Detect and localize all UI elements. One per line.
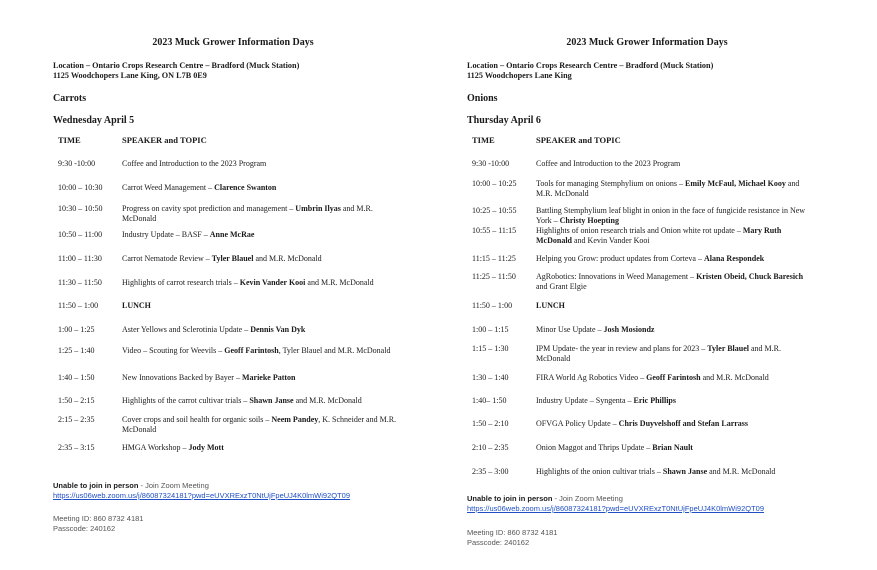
day-heading: Wednesday April 5: [53, 115, 135, 126]
session-description: [122, 415, 400, 434]
session-coauthors: and M.R. McDonald: [536, 179, 800, 198]
session-topic: Helping you Grow: product updates from Corteva –: [536, 254, 704, 263]
session-speaker: Kristen Obeid, Chuck Baresich: [696, 272, 804, 281]
zoom-label: Unable to join in person: [53, 481, 139, 490]
session-topic: Minor Use Update –: [536, 325, 604, 334]
session-speaker: Umbrin Ilyas: [295, 204, 341, 213]
session-topic: Highlights of the onion cultivar trials –: [536, 467, 663, 476]
session-speaker: Geoff Farintosh: [646, 373, 701, 382]
session-description: [122, 278, 400, 288]
session-speaker: Clarence Swanton: [214, 183, 277, 192]
session-speaker: Anne McRae: [209, 230, 255, 239]
session-speaker: Eric Phillips: [633, 396, 676, 405]
session-topic: Carrot Nematode Review –: [122, 254, 212, 263]
session-description: [122, 204, 400, 223]
session-coauthors: , K. Schneider and M.R. McDonald: [122, 415, 397, 434]
session-time: 10:30 – 10:50: [58, 204, 103, 213]
session-topic: FIRA World Ag Robotics Video –: [536, 373, 647, 382]
topic-column-header: SPEAKER and TOPIC: [122, 135, 207, 145]
session-time: 1:30 – 1:40: [472, 373, 509, 382]
session-time: 1:15 – 1:30: [472, 344, 509, 353]
session-description: [536, 325, 814, 335]
time-column-header: TIME: [472, 135, 495, 145]
session-time: 11:00 – 11:30: [58, 254, 102, 263]
session-speaker: Tyler Blauel: [211, 254, 254, 263]
session-description: [536, 373, 814, 383]
session-speaker: Kevin Vander Kooi: [239, 278, 306, 287]
session-description: [122, 254, 400, 264]
session-topic: Industry Update – BASF –: [122, 230, 210, 239]
session-time: 11:50 – 1:00: [58, 301, 99, 310]
passcode: Passcode: 240162: [467, 538, 530, 547]
page-title: 2023 Muck Grower Information Days: [566, 37, 728, 48]
session-description: [536, 344, 814, 363]
session-speaker: Jody Mott: [188, 443, 224, 452]
session-description: [122, 159, 400, 169]
session-coauthors: , Tyler Blauel and M.R. McDonald: [278, 346, 391, 355]
session-description: [122, 230, 400, 240]
session-time: 10:55 – 11:15: [472, 226, 517, 235]
session-topic: HMGA Workshop –: [122, 443, 189, 452]
session-topic: New Innovations Backed by Bayer –: [122, 373, 242, 382]
session-time: 11:50 – 1:00: [472, 301, 513, 310]
session-description: [536, 396, 814, 406]
location-line: Location – Ontario Crops Research Centre – Bradford (Muck Station): [467, 61, 714, 70]
session-description: [536, 467, 814, 477]
session-coauthors: and Kevin Vander Kooi: [572, 235, 650, 245]
session-time: 10:00 – 10:25: [472, 179, 517, 188]
session-speaker: Brian Nault: [652, 443, 693, 452]
zoom-block: [53, 481, 350, 501]
session-speaker: LUNCH: [536, 301, 565, 310]
meeting-info: [467, 528, 557, 548]
time-column-header: TIME: [58, 135, 81, 145]
session-coauthors: and M.R. McDonald: [700, 373, 769, 382]
session-description: [536, 301, 814, 311]
session-description: [122, 325, 400, 335]
session-speaker: Shawn Janse: [662, 467, 708, 476]
session-speaker: LUNCH: [122, 301, 151, 310]
session-description: [122, 396, 400, 406]
session-time: 11:30 – 11:50: [58, 278, 102, 287]
session-time: 10:00 – 10:30: [58, 183, 103, 192]
session-topic: Highlights of onion research trials and Onion white rot update –: [536, 226, 743, 235]
session-description: [536, 206, 814, 225]
session-time: 1:00 – 1:15: [472, 325, 509, 334]
session-topic: IPM Update- the year in review and plans for 2023 –: [536, 344, 708, 353]
session-topic: Battling Stemphylium leaf blight in onion in the face of fungicide resistance in New York –: [536, 206, 806, 225]
session-speaker: Dennis Van Dyk: [250, 325, 306, 334]
session-time: 2:15 – 2:35: [58, 415, 95, 424]
meeting-id: Meeting ID: 860 8732 4181: [467, 528, 558, 537]
zoom-join-text: - Join Zoom Meeting: [552, 494, 623, 503]
zoom-block: [467, 494, 764, 514]
session-time: 10:25 – 10:55: [472, 206, 517, 215]
crop-heading: Onions: [467, 93, 498, 104]
session-description: [536, 272, 814, 291]
session-time: 1:50 – 2:15: [58, 396, 95, 405]
session-description: [536, 443, 814, 453]
passcode: Passcode: 240162: [53, 524, 116, 533]
session-time: 2:35 – 3:15: [58, 443, 95, 452]
session-topic: Progress on cavity spot prediction and management –: [122, 204, 296, 213]
meeting-info: [53, 514, 143, 534]
session-speaker: Alana Respondek: [703, 254, 765, 263]
session-time: 2:10 – 2:35: [472, 443, 509, 452]
session-speaker: Geoff Farintosh: [224, 346, 279, 355]
session-time: 2:35 – 3:00: [472, 467, 509, 476]
session-description: [536, 159, 814, 169]
session-time: 1:50 – 2:10: [472, 419, 509, 428]
session-description: [536, 226, 814, 245]
topic-column-header: SPEAKER and TOPIC: [536, 135, 621, 145]
session-coauthors: and M.R. McDonald: [707, 467, 776, 476]
session-coauthors: and M.R. McDonald: [293, 396, 362, 405]
session-speaker: Shawn Janse: [249, 396, 294, 405]
session-description: [536, 254, 814, 264]
session-description: [122, 346, 400, 356]
session-description: [122, 443, 400, 453]
session-speaker: Emily McFaul, Michael Kooy: [685, 179, 786, 188]
session-coauthors: and M.R. McDonald: [305, 278, 374, 287]
address-line: 1125 Woodchopers Lane King: [467, 71, 572, 80]
session-coauthors: and M.R. McDonald: [536, 344, 781, 363]
session-speaker: Neem Pandey: [271, 415, 319, 424]
session-time: 9:30 -10:00: [472, 159, 510, 168]
session-topic: OFVGA Policy Update –: [536, 419, 619, 428]
location-line: Location – Ontario Crops Research Centre – Bradford (Muck Station): [53, 61, 300, 70]
page-title: 2023 Muck Grower Information Days: [152, 37, 314, 48]
session-speaker: Josh Mosiondz: [603, 325, 655, 334]
session-topic: Onion Maggot and Thrips Update –: [536, 443, 653, 452]
session-time: 10:50 – 11:00: [58, 230, 103, 239]
zoom-link[interactable]: https://us06web.zoom.us/j/86087324181?pwd=eUVXRExzT0NtUjFpeUJ4K0lmWi92QT09: [53, 491, 351, 500]
session-coauthors: and M.R. McDonald: [122, 204, 373, 223]
location-block: [467, 61, 713, 81]
address-line: 1125 Woodchopers Lane King, ON L7B 0E9: [53, 71, 207, 80]
session-time: 9:30 -10:00: [58, 159, 96, 168]
session-description: [536, 179, 814, 198]
session-time: 11:25 – 11:50: [472, 272, 516, 281]
zoom-label: Unable to join in person: [467, 494, 553, 503]
session-topic: Industry Update – Syngenta –: [536, 396, 634, 405]
session-time: 1:00 – 1:25: [58, 325, 95, 334]
day-heading: Thursday April 6: [467, 115, 541, 126]
session-topic: Highlights of the carrot cultivar trials –: [122, 396, 250, 405]
session-speaker: Christy Hoepting: [559, 215, 619, 225]
session-time: 1:25 – 1:40: [58, 346, 95, 355]
session-topic: AgRobotics: Innovations in Weed Management –: [536, 272, 697, 281]
session-description: [536, 419, 814, 429]
session-topic: Tools for managing Stemphylium on onions –: [536, 179, 685, 188]
session-speaker: Chris Duyvelshoff and Stefan Larrass: [618, 419, 749, 428]
session-time: 1:40– 1:50: [472, 396, 507, 405]
session-time: 1:40 – 1:50: [58, 373, 95, 382]
session-coauthors: and M.R. McDonald: [253, 254, 322, 263]
session-topic: Aster Yellows and Sclerotinia Update –: [122, 325, 251, 334]
session-topic: Cover crops and soil health for organic soils –: [122, 415, 272, 424]
session-description: [122, 183, 400, 193]
session-speaker: Marieke Patton: [241, 373, 296, 382]
zoom-join-text: - Join Zoom Meeting: [138, 481, 209, 490]
zoom-link[interactable]: https://us06web.zoom.us/j/86087324181?pwd=eUVXRExzT0NtUjFpeUJ4K0lmWi92QT09: [467, 504, 765, 513]
session-description: [122, 301, 400, 311]
session-speaker: Mary Ruth McDonald: [536, 226, 782, 245]
session-topic: Carrot Weed Management –: [122, 183, 215, 192]
session-topic: Coffee and Introduction to the 2023 Program: [122, 159, 267, 168]
session-coauthors: and Grant Elgie: [536, 281, 587, 291]
session-speaker: Tyler Blauel: [707, 344, 749, 353]
meeting-id: Meeting ID: 860 8732 4181: [53, 514, 144, 523]
crop-heading: Carrots: [53, 93, 87, 104]
location-block: [53, 61, 299, 81]
session-topic: Highlights of carrot research trials –: [122, 278, 240, 287]
session-description: [122, 373, 400, 383]
session-topic: Video – Scouting for Weevils –: [122, 346, 225, 355]
session-topic: Coffee and Introduction to the 2023 Program: [536, 159, 681, 168]
session-time: 11:15 – 11:25: [472, 254, 516, 263]
